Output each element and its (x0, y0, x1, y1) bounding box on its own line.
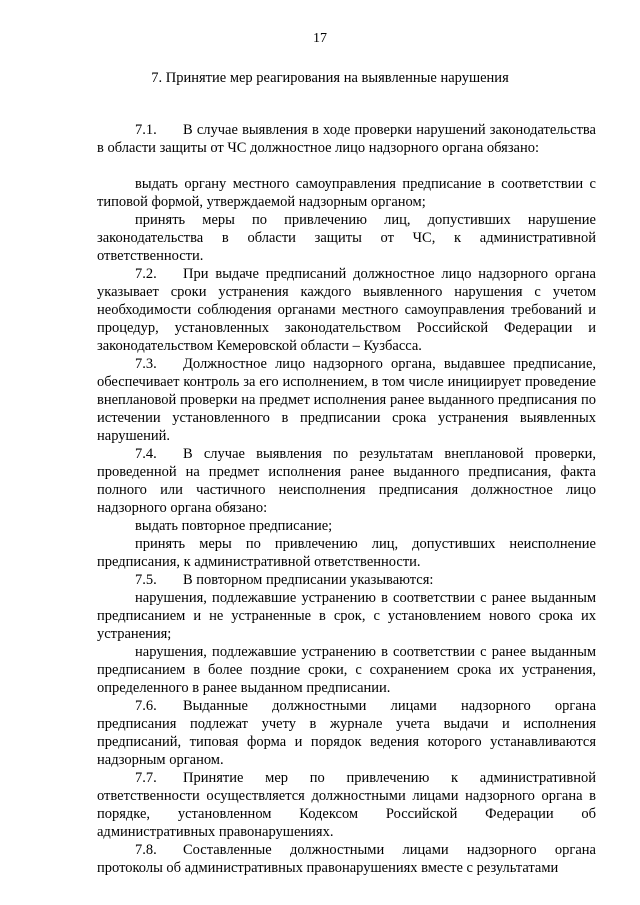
paragraph-number: 7.6. (135, 698, 157, 714)
paragraph: выдать органу местного самоуправления предписание в соответствии с типовой формой, утверждаемой надзорным органом; (97, 176, 596, 210)
paragraph-7-7 (97, 769, 596, 841)
page-number: 17 (313, 31, 327, 46)
paragraph-number: 7.4. (135, 446, 157, 462)
paragraph-number: 7.2. (135, 266, 157, 282)
paragraph-text: При выдаче предписаний должностное лицо надзорного органа указывает сроки устранения каждого выявленного нарушения с учетом необходимости соблюдения органами местного самоуправления требований и процедур, установленных законодательством Российской Федерации и законодательством Кемеровской области – Кузбасса. (97, 266, 596, 354)
paragraph-7-1 (97, 121, 596, 157)
section-title: 7. Принятие мер реагирования на выявленные нарушения (151, 70, 509, 86)
paragraph-7-4 (97, 445, 596, 517)
paragraph-text: Составленные должностными лицами надзорного органа протоколы об административных правонарушениях вместе с результатами (97, 842, 596, 876)
paragraph-number: 7.3. (135, 356, 157, 372)
paragraph-7-6 (97, 697, 596, 769)
paragraph-text: Выданные должностными лицами надзорного органа предписания подлежат учету в журнале учета выдачи и исполнения предписаний, типовая форма и порядок ведения которого устанавливаются надзорным органом. (97, 698, 596, 768)
paragraph: нарушения, подлежавшие устранению в соответствии с ранее выданным предписанием в более поздние сроки, с сохранением срока их устранения, определенного в ранее выданном предписании. (97, 644, 596, 696)
paragraph: принять меры по привлечению лиц, допустивших нарушение законодательства в области защиты от ЧС, к административной ответственности. (97, 212, 596, 264)
paragraph-number: 7.8. (135, 842, 157, 858)
paragraph-number: 7.1. (135, 122, 157, 138)
paragraph-7-2 (97, 265, 596, 355)
paragraph-number: 7.7. (135, 770, 157, 786)
paragraph-text: Должностное лицо надзорного органа, выдавшее предписание, обеспечивает контроль за его исполнением, в том числе инициирует проведение внеплановой проверки на предмет исполнения ранее выданного предписания по истечении установленного в предписании срока устранения выявленных нарушений. (97, 356, 596, 444)
paragraph: нарушения, подлежавшие устранению в соответствии с ранее выданным предписанием и не устраненные в срок, с установлением нового срока их устранения; (97, 590, 596, 642)
paragraph-text: В случае выявления по результатам внеплановой проверки, проведенной на предмет исполнения ранее выданного предписания, факта полного или частичного неисполнения предписания должностное лицо надзорного органа обязано: (97, 446, 596, 516)
paragraph-text: В повторном предписании указываются: (183, 572, 434, 588)
paragraph-number: 7.5. (135, 572, 157, 588)
paragraph: выдать повторное предписание; (135, 518, 333, 534)
paragraph: принять меры по привлечению лиц, допустивших неисполнение предписания, к административной ответственности. (97, 536, 596, 570)
paragraph-7-5 (97, 571, 596, 589)
paragraph-text: В случае выявления в ходе проверки нарушений законодательства в области защиты от ЧС должностное лицо надзорного органа обязано: (97, 122, 596, 156)
paragraph-7-3 (97, 355, 596, 445)
paragraph-7-8 (97, 841, 596, 877)
paragraph-text: Принятие мер по привлечению к административной ответственности осуществляется должностными лицами надзорного органа в порядке, установленном Кодексом Российской Федерации об административных правонарушениях. (97, 770, 596, 840)
